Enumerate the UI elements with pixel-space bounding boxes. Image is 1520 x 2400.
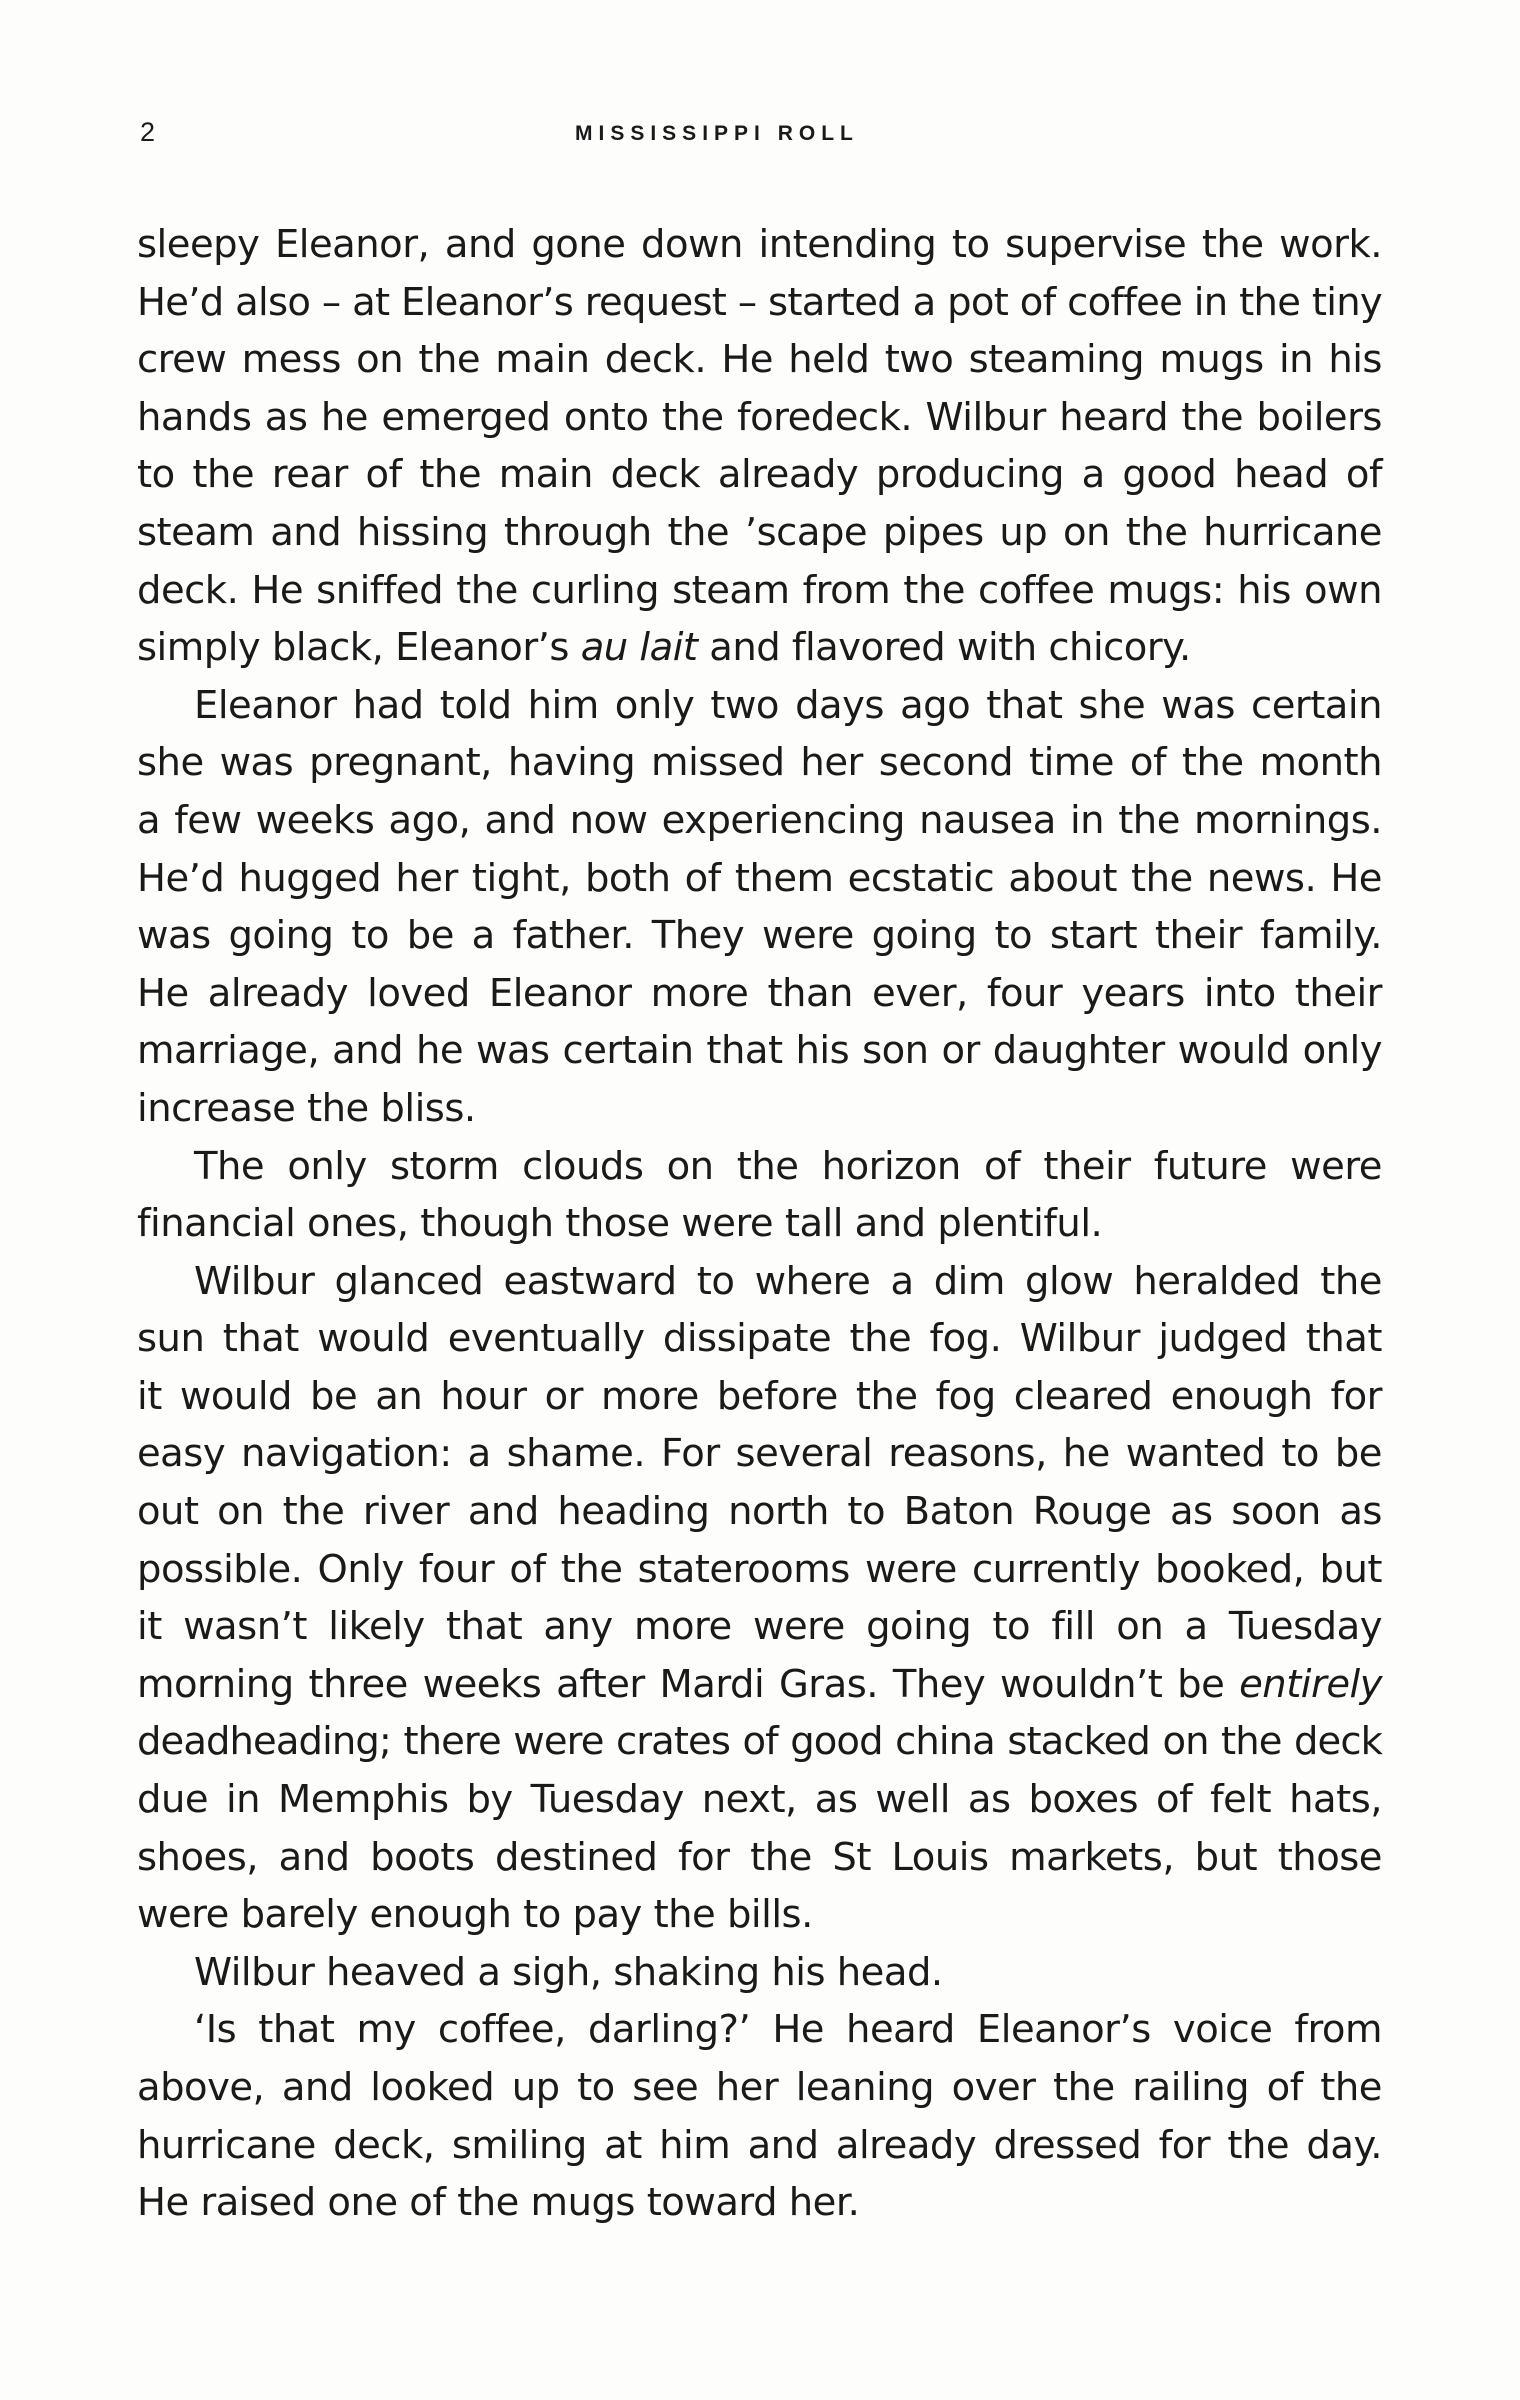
italic-text-run: au lait: [580, 625, 698, 671]
text-line: easy navigation: a shame. For several reasons, he wanted to be: [137, 1431, 1382, 1477]
text-run: morning three weeks after Mardi Gras. They wouldn’t be: [137, 1661, 1240, 1707]
text-run: simply black, Eleanor’s: [137, 625, 581, 671]
text-run: and flavored with chicory.: [697, 625, 1191, 671]
text-line: to the rear of the main deck already producing a good head of: [137, 452, 1382, 498]
running-head: [0, 112, 1520, 152]
text-line: financial ones, though those were tall and plentiful.: [137, 1201, 1103, 1247]
text-line: [137, 619, 1382, 677]
text-line: possible. Only four of the staterooms were currently booked, but: [137, 1546, 1382, 1592]
text-line: He raised one of the mugs toward her.: [137, 2180, 860, 2226]
paragraph-first-line: Wilbur glanced eastward to where a dim glow heralded the: [194, 1258, 1382, 1304]
text-line: out on the river and heading north to Baton Rouge as soon as: [137, 1489, 1382, 1535]
text-line: sun that would eventually dissipate the fog. Wilbur judged that: [137, 1316, 1382, 1362]
text-line: it wasn’t likely that any more were going to fill on a Tuesday: [137, 1604, 1382, 1650]
page-number: 2: [140, 117, 156, 147]
text-line: shoes, and boots destined for the St Louis markets, but those: [137, 1834, 1382, 1880]
text-line: He’d hugged her tight, both of them ecstatic about the news. He: [137, 855, 1382, 901]
text-line: deadheading; there were crates of good china stacked on the deck: [137, 1719, 1382, 1765]
paragraph-first-line: ‘Is that my coffee, darling?’ He heard Eleanor’s voice from: [194, 2007, 1382, 2053]
text-line: marriage, and he was certain that his son or daughter would only: [137, 1028, 1382, 1074]
paragraph-first-line: Eleanor had told him only two days ago that she was certain: [194, 682, 1382, 728]
text-line: hands as he emerged onto the foredeck. Wilbur heard the boilers: [137, 394, 1382, 440]
paragraph-first-line: Wilbur heaved a sigh, shaking his head.: [194, 1949, 943, 1995]
text-line: due in Memphis by Tuesday next, as well as boxes of felt hats,: [137, 1777, 1382, 1823]
book-title: MISSISSIPPI ROLL: [575, 122, 859, 145]
text-line: [137, 1656, 1382, 1714]
text-line: increase the bliss.: [137, 1085, 476, 1131]
text-line: hurricane deck, smiling at him and already dressed for the day.: [137, 2122, 1382, 2168]
text-line: it would be an hour or more before the fog cleared enough for: [137, 1373, 1382, 1419]
body-text: [137, 216, 1382, 2232]
text-line: sleepy Eleanor, and gone down intending to supervise the work.: [137, 222, 1382, 267]
paragraph-first-line: The only storm clouds on the horizon of their future were: [194, 1143, 1382, 1189]
text-line: was going to be a father. They were going to start their family.: [137, 913, 1382, 959]
text-line: a few weeks ago, and now experiencing nausea in the mornings.: [137, 797, 1382, 843]
text-line: crew mess on the main deck. He held two steaming mugs in his: [137, 337, 1382, 383]
italic-text-run: entirely: [1239, 1661, 1382, 1707]
text-line: He’d also – at Eleanor’s request – started a pot of coffee in the tiny: [137, 279, 1382, 325]
text-line: deck. He sniffed the curling steam from the coffee mugs: his own: [137, 567, 1382, 613]
text-line: above, and looked up to see her leaning over the railing of the: [137, 2065, 1382, 2110]
text-line: were barely enough to pay the bills.: [137, 1892, 813, 1938]
text-line: steam and hissing through the ’scape pipes up on the hurricane: [137, 509, 1382, 555]
text-line: He already loved Eleanor more than ever, four years into their: [137, 970, 1382, 1016]
text-line: she was pregnant, having missed her second time of the month: [137, 740, 1382, 786]
